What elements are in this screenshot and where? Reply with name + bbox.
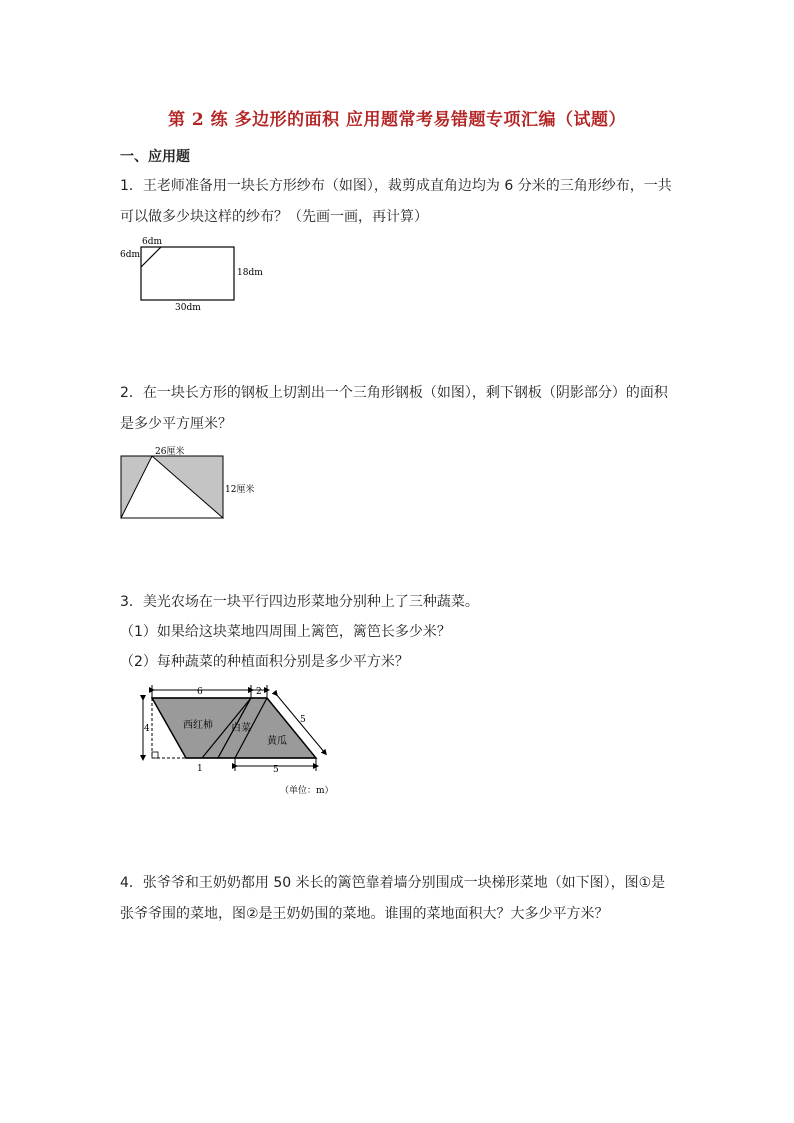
q3-label-cucumber: 黄瓜 [267, 736, 287, 747]
q1-rectangle-figure [115, 232, 275, 314]
q1-text-line2: 可以做多少块这样的纱布？（先画一画，再计算） [120, 209, 428, 225]
q3-label-bottom-a: 1 [197, 764, 203, 774]
q4-text-line1: 4．张爷爷和王奶奶都用 50 米长的篱笆靠着墙分别围成一块梯形菜地（如下图），图①是 [120, 875, 666, 891]
q3-text-line3: （2）每种蔬菜的种植面积分别是多少平方米？ [120, 654, 409, 670]
q3-text-line1: 3．美光农场在一块平行四边形菜地分别种上了三种蔬菜。 [120, 594, 479, 610]
q1-label-left: 6dm [120, 250, 141, 260]
q3-label-bottom-b: 5 [273, 765, 279, 775]
q3-label-top-a: 6 [197, 687, 203, 697]
q3-text-line2: （1）如果给这块菜地四周围上篱笆，篱笆长多少米？ [120, 624, 451, 640]
q2-text-line2: 是多少平方厘米？ [120, 416, 232, 432]
q2-steel-plate-figure [115, 442, 265, 524]
q3-right-angle-mark [152, 752, 158, 758]
q1-label-top: 6dm [142, 237, 163, 247]
q3-label-tomato: 西红柿 [183, 720, 213, 731]
q2-label-right: 12厘米 [225, 485, 255, 495]
q1-triangle-cut [141, 247, 161, 267]
q1-label-bottom: 30dm [175, 303, 201, 313]
q1-rectangle [141, 247, 234, 300]
q3-parallelogram-figure [135, 680, 345, 800]
page-title: 第 2 练 多边形的面积 应用题常考易错题专项汇编（试题） [167, 110, 626, 130]
q3-label-height: 4 [144, 724, 150, 734]
q2-label-top: 26厘米 [155, 447, 185, 457]
section-heading: 一、应用题 [120, 149, 190, 165]
q3-label-cabbage: 白菜 [231, 723, 251, 734]
q4-text-line2: 张爷爷围的菜地，图②是王奶奶围的菜地。谁围的菜地面积大？大多少平方米？ [120, 906, 609, 922]
q2-text-line1: 2．在一块长方形的钢板上切割出一个三角形钢板（如图），剩下钢板（阴影部分）的面积 [120, 385, 668, 401]
q1-text-line1: 1．王老师准备用一块长方形纱布（如图），裁剪成直角边均为 6 分米的三角形纱布，一共 [120, 178, 672, 194]
q1-label-right: 18dm [237, 268, 263, 278]
q3-unit-label: （单位：m） [280, 786, 334, 796]
q3-label-top-b: 2 [256, 687, 262, 697]
q3-label-slant: 5 [300, 715, 306, 725]
